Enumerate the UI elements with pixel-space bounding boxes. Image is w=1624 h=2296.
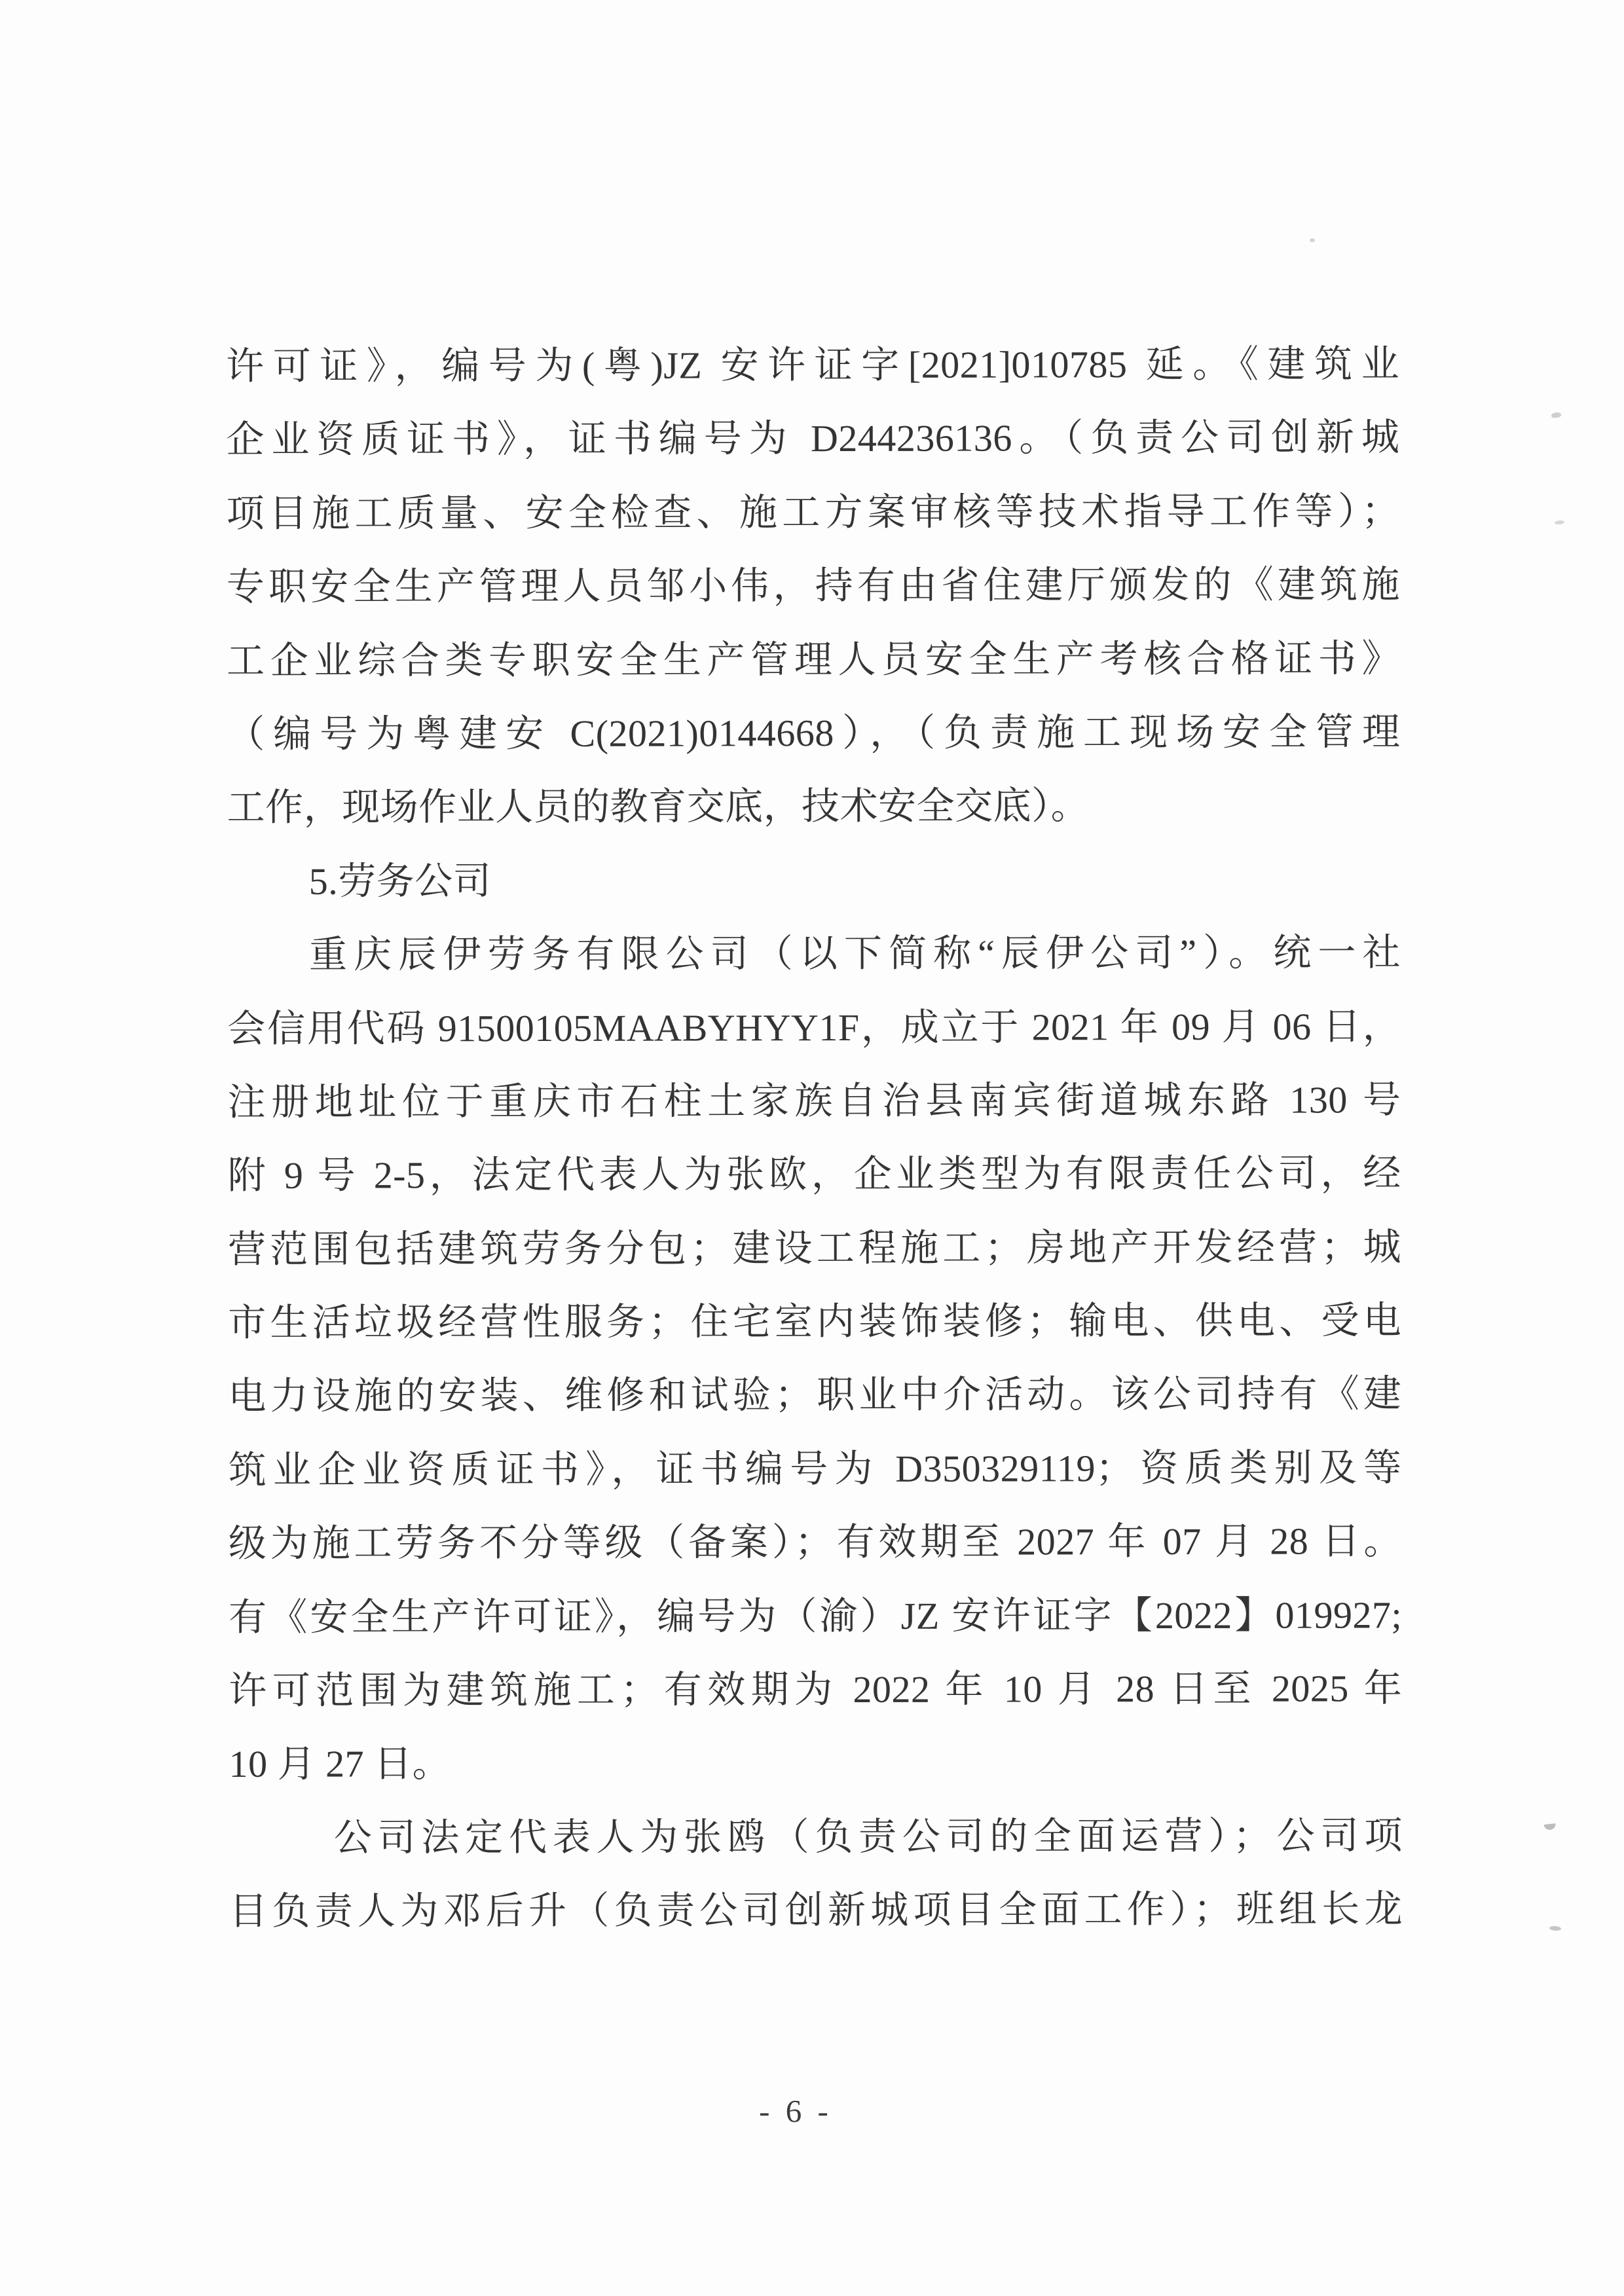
scan-artifact-speck <box>1551 412 1562 418</box>
text-line: 项目施工质量、安全检查、施工方案审核等技术指导工作等）； <box>226 490 1400 535</box>
text-line: 专职安全生产管理人员邹小伟，持有由省住建厅颁发的《建筑施 <box>226 563 1400 609</box>
text-line: 许可范围为建筑施工；有效期为 2022 年 10 月 28 日至 2025 年 <box>229 1667 1403 1713</box>
text-line: 有《安全生产许可证》，编号为（渝）JZ 安许证字【2022】019927; <box>229 1593 1403 1639</box>
text-line: 电力设施的安装、维修和试验；职业中介活动。该公司持有《建 <box>228 1372 1402 1418</box>
text-line: 附 9 号 2-5，法定代表人为张欧，企业类型为有限责任公司，经 <box>227 1152 1401 1197</box>
text-line: 企业资质证书》，证书编号为 D244236136。（负责公司创新城 <box>226 416 1400 462</box>
text-line: 公司法定代表人为张鸥（负责公司的全面运营）；公司项 <box>333 1814 1403 1859</box>
text-line: 营范围包括建筑劳务分包；建设工程施工；房地产开发经营；城 <box>227 1225 1402 1271</box>
scan-artifact-speck <box>1310 238 1315 242</box>
document-body <box>226 327 1403 1948</box>
section-heading-line: 5.劳务公司 <box>308 859 492 903</box>
text-line: 注册地址位于重庆市石柱土家族自治县南宾街道城东路 130 号 <box>227 1078 1401 1123</box>
text-line: 级为施工劳务不分等级（备案）；有效期至 2027 年 07 月 28 日。 <box>228 1520 1402 1565</box>
text-line: 工作，现场作业人员的教育交底，技术安全交底）。 <box>227 784 1090 829</box>
text-line: 重庆辰伊劳务有限公司（以下简称“辰伊公司”）。统一社 <box>308 931 1401 976</box>
text-line: （编号为粤建安 C(2021)0144668），（负责施工现场安全管理 <box>227 710 1401 756</box>
scan-artifact-speck <box>1544 1823 1557 1831</box>
text-line: 筑业企业资质证书》，证书编号为 D350329119；资质类别及等 <box>228 1446 1402 1491</box>
text-line: 工企业综合类专职安全生产管理人员安全生产考核合格证书》 <box>226 636 1401 682</box>
scan-artifact-speck <box>1555 520 1564 524</box>
page-number: - 6 - <box>759 2093 832 2129</box>
text-line: 会信用代码 91500105MAABYHYY1F，成立于 2021 年 09 月 06 日， <box>227 1004 1401 1050</box>
text-line: 市生活垃圾经营性服务；住宅室内装饰装修；输电、供电、受电 <box>228 1299 1402 1345</box>
text-line: 10 月 27 日。 <box>229 1742 451 1786</box>
text-line: 许可证》，编号为(粤)JZ 安许证字[2021]010785 延。《建筑业 <box>226 342 1400 388</box>
scan-artifact-speck <box>1549 1925 1561 1931</box>
text-line: 目负责人为邓后升（负责公司创新城项目全面工作）；班组长龙 <box>229 1887 1403 1933</box>
